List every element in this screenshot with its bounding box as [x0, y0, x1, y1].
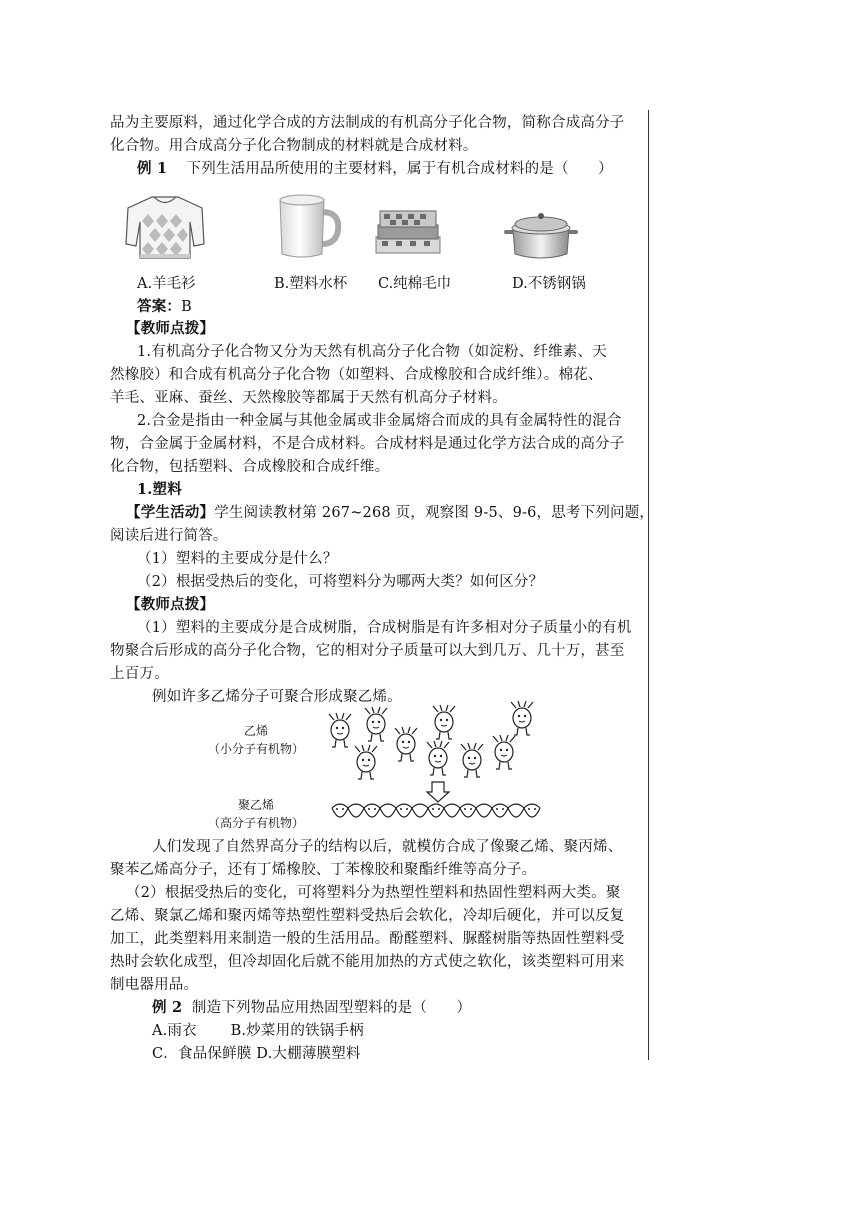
pot-image: [503, 208, 579, 262]
mug-image: [276, 192, 342, 260]
tip-2-p1-line-3: 上百万。: [110, 666, 169, 682]
example-2-question: 制造下列物品应用热固型塑料的是（ ）: [191, 1000, 472, 1016]
section-title-plastics: 1.塑料: [137, 481, 182, 498]
ethylene-molecule: [511, 701, 533, 735]
ethylene-molecule: [493, 735, 515, 769]
right-margin-rule: [648, 110, 649, 1060]
option-a: A.羊毛衫: [137, 276, 196, 292]
example-2-line: [152, 997, 471, 1019]
tip-1-p2-line-3: 化合物，包括塑料、合成橡胶和合成纤维。: [110, 459, 390, 475]
tip-2-p2-line-2: 聚苯乙烯高分子，还有丁烯橡胶、丁苯橡胶和聚酯纤维等高分子。: [110, 862, 537, 878]
tip-2-p3-line-3: 加工，此类塑料用来制造一般的生活用品。酚醛塑料、脲醛树脂等热固性塑料受: [110, 931, 625, 947]
tip-2-p2-line-1: 人们发现了自然界高分子的结构以后，就模仿合成了像聚乙烯、聚丙烯、: [152, 839, 623, 855]
tip-1-p1-line-2: 然橡胶）和合成有机高分子化合物（如塑料、合成橡胶和合成纤维）。棉花、: [110, 367, 603, 383]
example-2-option-b: B.炒菜用的铁锅手柄: [230, 1023, 364, 1039]
tip-2-p1-line-2: 物聚合后形成的高分子化合物，它的相对分子质量可以大到几万、几十万，甚至: [110, 643, 625, 659]
option-b: B.塑料水杯: [274, 276, 348, 292]
tip-1-p2-line-2: 物，合金属于金属材料，不是合成材料。合成材料是通过化学方法合成的高分子: [110, 436, 625, 452]
polyethylene-label: 聚乙烯: [237, 798, 274, 812]
option-d: D.不锈钢锅: [512, 276, 586, 292]
tip-2-p3-line-1: （2）根据受热后的变化，可将塑料分为热塑性塑料和热固性塑料两大类。聚: [126, 885, 621, 901]
answer-line: [137, 296, 192, 318]
activity-text: 学生阅读教材第 267~268 页，观察图 9-5、9-6，思考下列问题，: [214, 505, 655, 521]
ethylene-molecule: [395, 727, 417, 761]
tip-2-p3-line-4: 热时会软化成型，但冷却固化后就不能用加热的方式使之软化，该类塑料可用来: [110, 954, 625, 970]
example-1-question: 下列生活用品所使用的主要材料，属于有机合成材料的是（ ）: [186, 161, 613, 177]
towels-image: [372, 205, 444, 257]
tip-2-p3-line-5: 制电器用品。: [110, 977, 199, 993]
answer-label: 答案：: [137, 298, 182, 315]
tip-1-p1-line-3: 羊毛、亚麻、蚕丝、天然橡胶等都属于天然有机高分子材料。: [110, 390, 507, 406]
ethylene-label: 乙烯: [243, 724, 268, 738]
ethylene-molecules: [329, 701, 533, 779]
activity-line-1: [126, 502, 654, 524]
example-1-line: [137, 158, 613, 180]
example-2-option-a: A.雨衣: [152, 1023, 197, 1039]
example-1-label: 例 1: [137, 160, 168, 177]
activity-label: 【学生活动】: [126, 504, 215, 521]
polyethylene-chain: [332, 804, 540, 817]
ethylene-molecule: [355, 745, 377, 779]
ethylene-molecule: [433, 705, 455, 739]
polymerization-diagram: [320, 700, 560, 830]
ethylene-molecule: [461, 743, 483, 777]
teacher-tip-1-heading: 【教师点拨】: [126, 320, 215, 337]
tip-1-p1-line-1: 1.有机高分子化合物又分为天然有机高分子化合物（如淀粉、纤维素、天: [137, 344, 607, 360]
tip-2-example-line: 例如许多乙烯分子可聚合形成聚乙烯。: [152, 689, 402, 705]
activity-question-2: （2）根据受热后的变化，可将塑料分为哪两大类？如何区分？: [137, 574, 544, 590]
intro-line-1: 品为主要原料，通过化学合成的方法制成的有机高分子化合物，简称合成高分子: [110, 115, 625, 131]
example-2-label: 例 2: [152, 999, 183, 1016]
example-2-options-row-1: [152, 1020, 364, 1042]
sweater-image: [124, 194, 206, 260]
tip-1-p2-line-1: 2.合金是指由一种金属与其他金属或非金属熔合而成的具有金属特性的混合: [137, 413, 622, 429]
down-arrow: [427, 782, 449, 802]
option-c: C.纯棉毛巾: [378, 276, 452, 292]
polyethylene-description: （高分子有机物）: [207, 816, 304, 830]
ethylene-description: （小分子有机物）: [207, 742, 304, 756]
example-2-options-row-2: C．食品保鲜膜 D.大棚薄膜塑料: [152, 1046, 361, 1062]
tip-2-p3-line-2: 乙烯、聚氯乙烯和聚丙烯等热塑性塑料受热后会软化，冷却后硬化，并可以反复: [110, 908, 625, 924]
ethylene-molecule: [329, 713, 351, 747]
ethylene-molecule: [365, 707, 387, 741]
ethylene-molecule: [427, 741, 449, 775]
activity-line-2: 阅读后进行简答。: [110, 528, 228, 544]
teacher-tip-2-heading: 【教师点拨】: [126, 596, 215, 613]
answer-value: B: [181, 299, 192, 315]
activity-question-1: （1）塑料的主要成分是什么？: [137, 551, 338, 567]
tip-2-p1-line-1: （1）塑料的主要成分是合成树脂，合成树脂是有许多相对分子质量小的有机: [137, 620, 632, 636]
intro-line-2: 化合物。用合成高分子化合物制成的材料就是合成材料。: [110, 138, 478, 154]
